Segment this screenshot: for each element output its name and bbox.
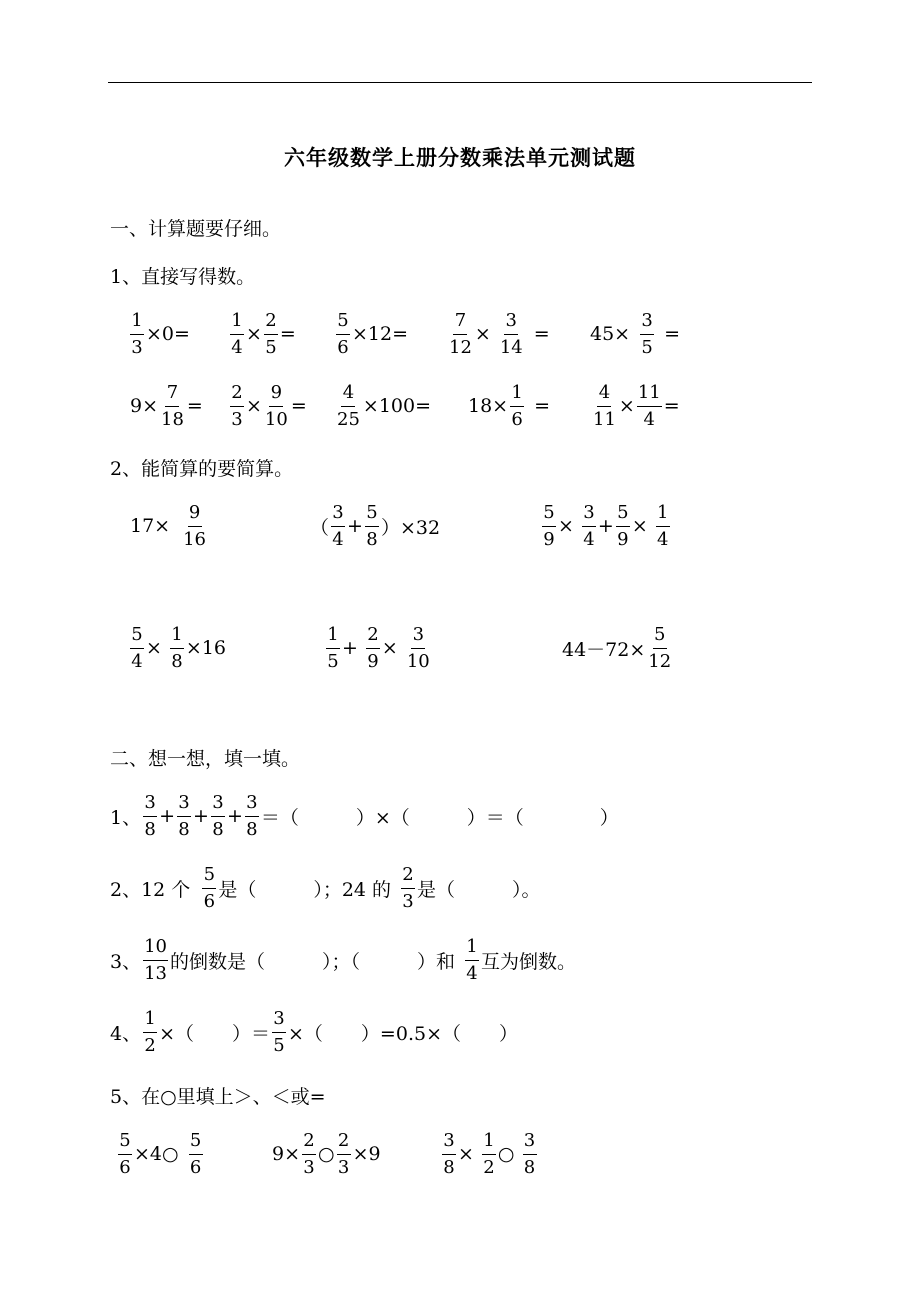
fraction: $\frac{1}{2}$ (144, 1007, 156, 1056)
fraction: $\frac{3}{4}$ (332, 501, 344, 550)
q2-label: 2、能简算的要简算。 (110, 458, 294, 480)
compare-circle[interactable]: ○ (318, 1143, 335, 1165)
expr-s2c: 44－72× $\frac{5}{12}$ (562, 623, 672, 672)
fraction: $\frac{2}{3}$ (303, 1129, 315, 1178)
fraction: $\frac{10}{13}$ (144, 935, 167, 984)
fraction: $\frac{2}{3}$ (337, 1129, 350, 1178)
q1-row1 (0, 306, 920, 362)
answer-blanks[interactable]: ×（ ）＝ (159, 1022, 271, 1045)
fraction: $\frac{3}{4}$ (583, 501, 595, 550)
section1-heading: 一、计算题要仔细。 (110, 218, 282, 240)
fraction: $\frac{2}{3}$ (231, 381, 243, 430)
fraction: $\frac{5}{8}$ (366, 501, 378, 550)
fraction: $\frac{5}{6}$ (119, 1129, 131, 1178)
q2-row2 (0, 620, 920, 676)
fraction: $\frac{5}{12}$ (648, 623, 672, 672)
fraction: $\frac{5}{6}$ (337, 309, 349, 358)
expr-1c: $\frac{5}{6}$ ×12= (337, 309, 409, 358)
fraction: $\frac{3}{8}$ (523, 1129, 536, 1178)
fraction: $\frac{1}{4}$ (466, 935, 478, 984)
expr-s1b: （ $\frac{3}{4}$ + $\frac{5}{8}$ ）×32 (310, 501, 441, 550)
fill-q1: 1、 $\frac{3}{8}$ + $\frac{3}{8}$ + $\frac{3}{8}$ + $\frac{3}{8}$ ＝（ ）×（ ）＝（ ） (110, 791, 619, 840)
expr-1e: 45× $\frac{3}{5}$ = (590, 309, 681, 358)
fraction: $\frac{5}{9}$ (617, 501, 629, 550)
fraction: $\frac{3}{8}$ (212, 791, 224, 840)
fraction: $\frac{5}{6}$ (189, 1129, 202, 1178)
fraction: $\frac{9}{10}$ (264, 381, 288, 430)
expr-1d: $\frac{7}{12}$ × $\frac{3}{14}$ = (449, 309, 550, 358)
fraction: $\frac{1}{5}$ (327, 623, 339, 672)
header-rule (108, 82, 812, 83)
fraction: $\frac{3}{14}$ (499, 309, 523, 358)
fraction: $\frac{3}{5}$ (641, 309, 653, 358)
expr-s1a: 17× $\frac{9}{16}$ (130, 501, 207, 550)
fill-q3: 3、 $\frac{10}{13}$ 的倒数是（ ）；（ ）和 $\frac{1}{4}$ 互为倒数。 (110, 935, 577, 984)
answer-blanks[interactable]: ×（ ）=0.5×（ ） (288, 1022, 518, 1045)
fraction: $\frac{11}{4}$ (637, 381, 661, 430)
expr-2a: 9× $\frac{7}{18}$ = (130, 381, 203, 430)
fraction: $\frac{2}{5}$ (265, 309, 277, 358)
expr-1b: $\frac{1}{4}$ × $\frac{2}{5}$ = (231, 309, 296, 358)
fraction: $\frac{5}{9}$ (543, 501, 555, 550)
compare-row (0, 1126, 920, 1182)
fraction: $\frac{7}{18}$ (161, 381, 184, 430)
fraction: $\frac{3}{8}$ (246, 791, 258, 840)
fraction: $\frac{3}{5}$ (273, 1007, 285, 1056)
fraction: $\frac{3}{8}$ (178, 791, 190, 840)
compare-circle[interactable]: ×4○ (134, 1143, 179, 1165)
fraction: $\frac{4}{11}$ (593, 381, 616, 430)
expr-1a: $\frac{1}{3}$ ×0= (131, 309, 190, 358)
compare-a (116, 1126, 205, 1182)
expr-2b: $\frac{2}{3}$ × $\frac{9}{10}$ = (231, 381, 307, 430)
expr-s2b: $\frac{1}{5}$ + $\frac{2}{9}$ × $\frac{3}{10}$ (327, 623, 430, 672)
fraction: $\frac{1}{2}$ (483, 1129, 495, 1178)
fraction: $\frac{3}{8}$ (443, 1129, 455, 1178)
q1-row2 (0, 378, 920, 434)
fraction: $\frac{2}{9}$ (367, 623, 379, 672)
fraction: $\frac{2}{3}$ (402, 863, 414, 912)
compare-c: $\frac{3}{8}$ × $\frac{1}{2}$ ○ $\frac{3}{8}$ (443, 1129, 536, 1178)
fraction: $\frac{3}{8}$ (144, 791, 156, 840)
expr-s2a: $\frac{5}{4}$ × $\frac{1}{8}$ ×16 (131, 623, 227, 672)
fraction: $\frac{1}{6}$ (511, 381, 523, 430)
compare-circle[interactable]: ○ (497, 1143, 515, 1165)
q2-row1 (0, 498, 920, 554)
fill-q4: 4、 $\frac{1}{2}$ ×（ ）＝ $\frac{3}{5}$ ×（ ）=0.5×（ ） (110, 1007, 518, 1056)
expr-2e: $\frac{4}{11}$ × $\frac{11}{4}$ = (593, 381, 680, 430)
expr-2d: 18× $\frac{1}{6}$ = (468, 381, 551, 430)
fraction: $\frac{5}{6}$ (203, 863, 216, 912)
fraction: $\frac{4}{25}$ (337, 381, 360, 430)
fraction: $\frac{1}{3}$ (131, 309, 143, 358)
fraction: $\frac{5}{4}$ (131, 623, 143, 672)
section2-heading: 二、想一想，填一填。 (110, 748, 301, 770)
fraction: $\frac{1}{4}$ (231, 309, 243, 358)
fill-q2: 2、12 个 $\frac{5}{6}$ 是（ ）；24 的 $\frac{2}{3}$ 是（ ）。 (110, 863, 541, 912)
fraction: $\frac{3}{10}$ (406, 623, 430, 672)
answer-blanks[interactable]: 的倒数是（ ）；（ ）和 (170, 950, 456, 973)
answer-blanks[interactable]: 是（ ）。 (417, 878, 541, 901)
fraction: $\frac{1}{4}$ (657, 501, 669, 550)
fraction: $\frac{9}{16}$ (183, 501, 207, 550)
answer-blanks[interactable]: 是（ ）；24 的 (218, 878, 392, 901)
expr-s1c: $\frac{5}{9}$ × $\frac{3}{4}$ + $\frac{5}{9}$ × $\frac{1}{4}$ (543, 501, 669, 550)
expr-2c: $\frac{4}{25}$ ×100= (337, 381, 432, 430)
fill-q5-label: 5、在○里填上＞、＜或= (110, 1086, 326, 1108)
fraction: $\frac{7}{12}$ (449, 309, 472, 358)
compare-b: 9× $\frac{2}{3}$ ○ $\frac{2}{3}$ ×9 (272, 1129, 381, 1178)
fraction: $\frac{1}{8}$ (171, 623, 183, 672)
answer-blanks[interactable]: ＝（ ）×（ ）＝（ ） (260, 806, 619, 829)
q1-label: 1、直接写得数。 (110, 266, 256, 288)
page-title: 六年级数学上册分数乘法单元测试题 (284, 146, 636, 170)
